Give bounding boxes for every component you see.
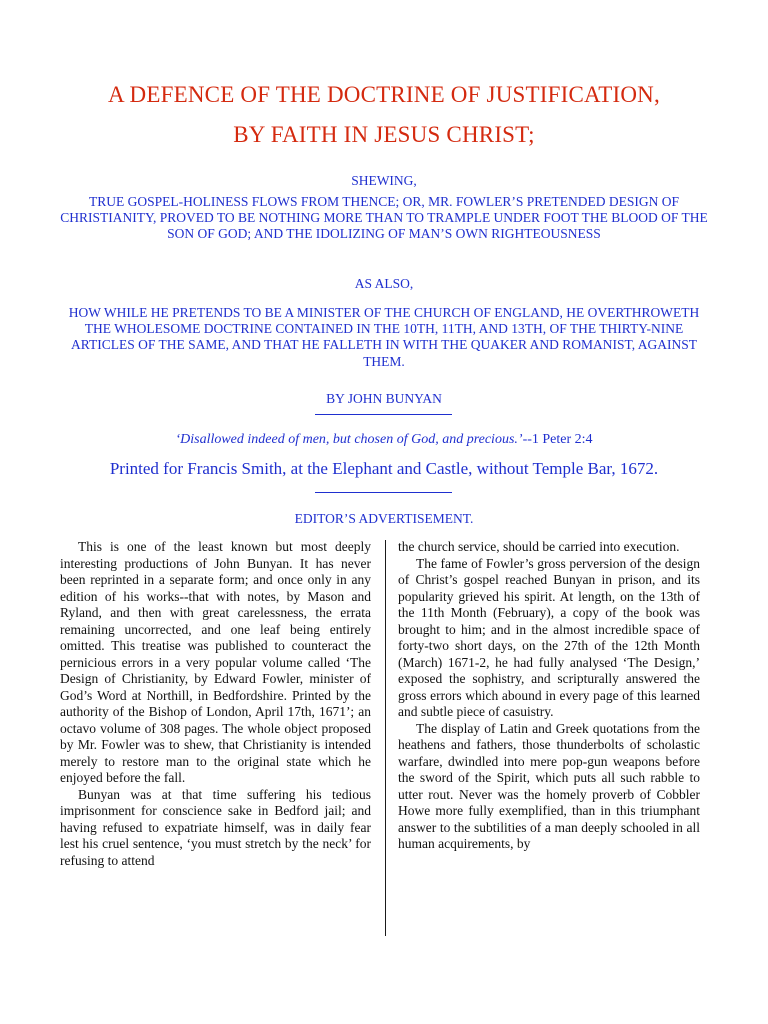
section-heading: EDITOR’S ADVERTISEMENT. [294, 511, 474, 526]
right-column [398, 539, 700, 853]
rule-after-printer [315, 492, 452, 493]
left-paragraph-2: Bunyan was at that time suffering his tedious imprisonment for conscience sake in Bedford jail; and having refused to expatriate himself, was in daily fear lest his cruel sentence, ‘you must stretch by the neck’ for refusing to attend [60, 786, 371, 868]
rule-after-author [315, 414, 452, 415]
epigraph-reference: --1 Peter 2:4 [522, 432, 593, 447]
left-column [60, 539, 371, 869]
epigraph [0, 432, 768, 448]
right-paragraph-2: The display of Latin and Greek quotations from the heathens and fathers, those thunderbolts of scholastic warfare, dwindled into mere pop-gun weapons before the sword of the Spirit, which puts all such rabble to utter rout. Never was the homely proverb of Cobbler Howe more fully exemplified, than in this triumphant answer to the subtilities of a man deeply schooled in all human acquirements, by [398, 720, 700, 851]
title-line-1: A DEFENCE OF THE DOCTRINE OF JUSTIFICATION, [108, 82, 660, 107]
shewing-label: SHEWING, [351, 173, 417, 188]
epigraph-quote: ‘Disallowed indeed of men, but chosen of God, and precious.’ [175, 432, 523, 447]
column-divider [385, 540, 386, 936]
subtitle-block-2: HOW WHILE HE PRETENDS TO BE A MINISTER OF THE CHURCH OF ENGLAND, HE OVERTHROWETH THE WHOLESOME DOCTRINE CONTAINED IN THE 10TH, 11TH, AND 13TH, OF THE THIRTY-NINE ARTICLES OF THE SAME, AND THAT HE FALLETH IN WITH THE QUAKER AND ROMANIST, AGAINST THEM. [68, 305, 700, 369]
as-also-label: AS ALSO, [354, 276, 414, 291]
right-paragraph-continued: the church service, should be carried into execution. [398, 539, 680, 554]
printer-line: Printed for Francis Smith, at the Elephant and Castle, without Temple Bar, 1672. [109, 459, 659, 478]
right-paragraph-1: The fame of Fowler’s gross perversion of the design of Christ’s gospel reached Bunyan in prison, and its popularity grieved his spirit. At length, on the 13th of the 11th Month (February), a copy of the book was brought to him; and in the almost incredible space of forty-two short days, on the 27th of the 12th Month (March) 1671-2, he had fully analysed ‘The Design,’ exposed the sophistry, and scripturally answered the gross errors which abound in every page of this learned and subtle piece of casuistry. [398, 555, 700, 719]
author-line: BY JOHN BUNYAN [326, 391, 442, 406]
subtitle-block-1: TRUE GOSPEL-HOLINESS FLOWS FROM THENCE; OR, MR. FOWLER’S PRETENDED DESIGN OF CHRISTIANITY, PROVED TO BE NOTHING MORE THAN TO TRAMPLE UNDER FOOT THE BLOOD OF THE SON OF GOD; AND THE IDOLIZING OF MAN’S OWN RIGHTEOUSNESS [60, 194, 708, 242]
title-line-2: BY FAITH IN JESUS CHRIST; [233, 122, 535, 147]
left-paragraph-1: This is one of the least known but most deeply interesting productions of John Bunyan. It has never been reprinted in a separate form; and once only in any edition of his works--that with notes, by Mason and Ryland, and then with great carelessness, the errata remaining uncorrected, and one leaf being entirely omitted. This treatise was published to counteract the pernicious errors in a very popular volume called ‘The Design of Christianity, by Edward Fowler, minister of God’s Word at Northill, in Bedfordshire. Printed by the authority of the Bishop of London, April 17th, 1671’; an octavo volume of 308 pages. The whole object proposed by Mr. Fowler was to shew, that Christianity is intended merely to restore man to the original state which he enjoyed before the fall. [60, 539, 371, 785]
